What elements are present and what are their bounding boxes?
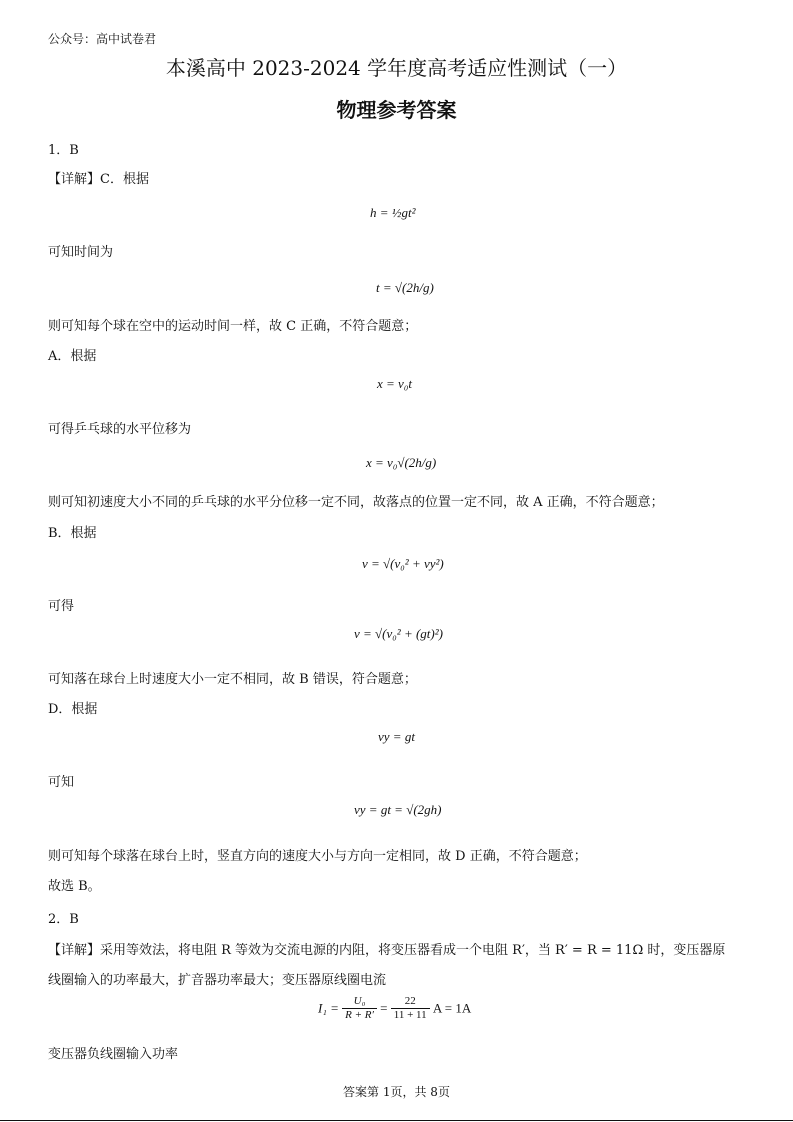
q2-eq-num2: 22 [391,995,430,1009]
q1-conclusion: 故选 B。 [48,879,101,894]
q1-a-label: A．根据 [48,349,97,364]
q1-eq7: vy = gt [378,729,415,744]
q1-detail-label: 【详解】C．根据 [48,172,149,187]
page-title: 本溪高中 2023-2024 学年度高考适应性测试（一） [165,56,628,80]
q1-eq8: vy = gt = √(2gh) [354,802,442,817]
q1-text1: 可知时间为 [48,245,114,260]
q2-eq-num1: U₀ [342,995,377,1009]
q2-detail-line1: 【详解】采用等效法，将电阻 R 等效为交流电源的内阻，将变压器看成一个电阻 R′，当 R′ = R = 11Ω 时，变压器原 [48,943,726,958]
q2-equation [318,995,471,1022]
q1-eq4: x = v₀√(2h/g) [366,455,437,470]
q1-text7: 可知 [48,775,75,790]
q2-eq-frac2 [391,995,430,1022]
q2-text-last: 变压器负线圈输入功率 [48,1047,179,1062]
q2-eq-den1: R + R′ [345,1009,374,1021]
q2-number: 2．B [48,912,79,927]
q2-eq-rhs: A = 1A [432,1000,472,1016]
q1-eq2: t = √(2h/g) [376,280,434,295]
q2-detail-line2: 线圈输入的功率最大，扩音器功率最大；变压器原线圈电流 [48,973,387,988]
q1-eq6: v = √(v₀² + (gt)²) [354,626,443,641]
q1-eq1: h = ½gt² [370,205,416,220]
q2-eq-frac1 [342,995,377,1022]
q1-text3: 可得乒乓球的水平位移为 [48,422,192,437]
q1-eq3: x = v₀t [377,376,412,391]
q1-text4: 则可知初速度大小不同的乒乓球的水平分位移一定不同，故落点的位置一定不同，故 A 正确，不符合题意； [48,495,664,510]
footer-divider [0,1120,793,1121]
q1-d-label: D．根据 [48,702,98,717]
page-number: 答案第 1页，共 8页 [343,1085,450,1099]
q1-eq5: v = √(v₀² + vy²) [362,556,444,571]
q2-eq-lhs: I₁ = [318,1000,339,1016]
q1-text2: 则可知每个球在空中的运动时间一样，故 C 正确，不符合题意； [48,319,418,334]
q1-b-label: B．根据 [48,526,97,541]
page-subtitle: 物理参考答案 [336,98,457,122]
q1-text8: 则可知每个球落在球台上时，竖直方向的速度大小与方向一定相同，故 D 正确，不符合题意； [48,849,587,864]
q1-number: 1．B [48,143,79,158]
account-label: 公众号：高中试卷君 [48,32,157,46]
q2-eq-equals: = [380,1000,388,1016]
q2-eq-den2: 11 + 11 [393,1009,427,1021]
q1-text6: 可知落在球台上时速度大小一定不相同，故 B 错误，符合题意； [48,672,417,687]
q1-text5: 可得 [48,599,75,614]
